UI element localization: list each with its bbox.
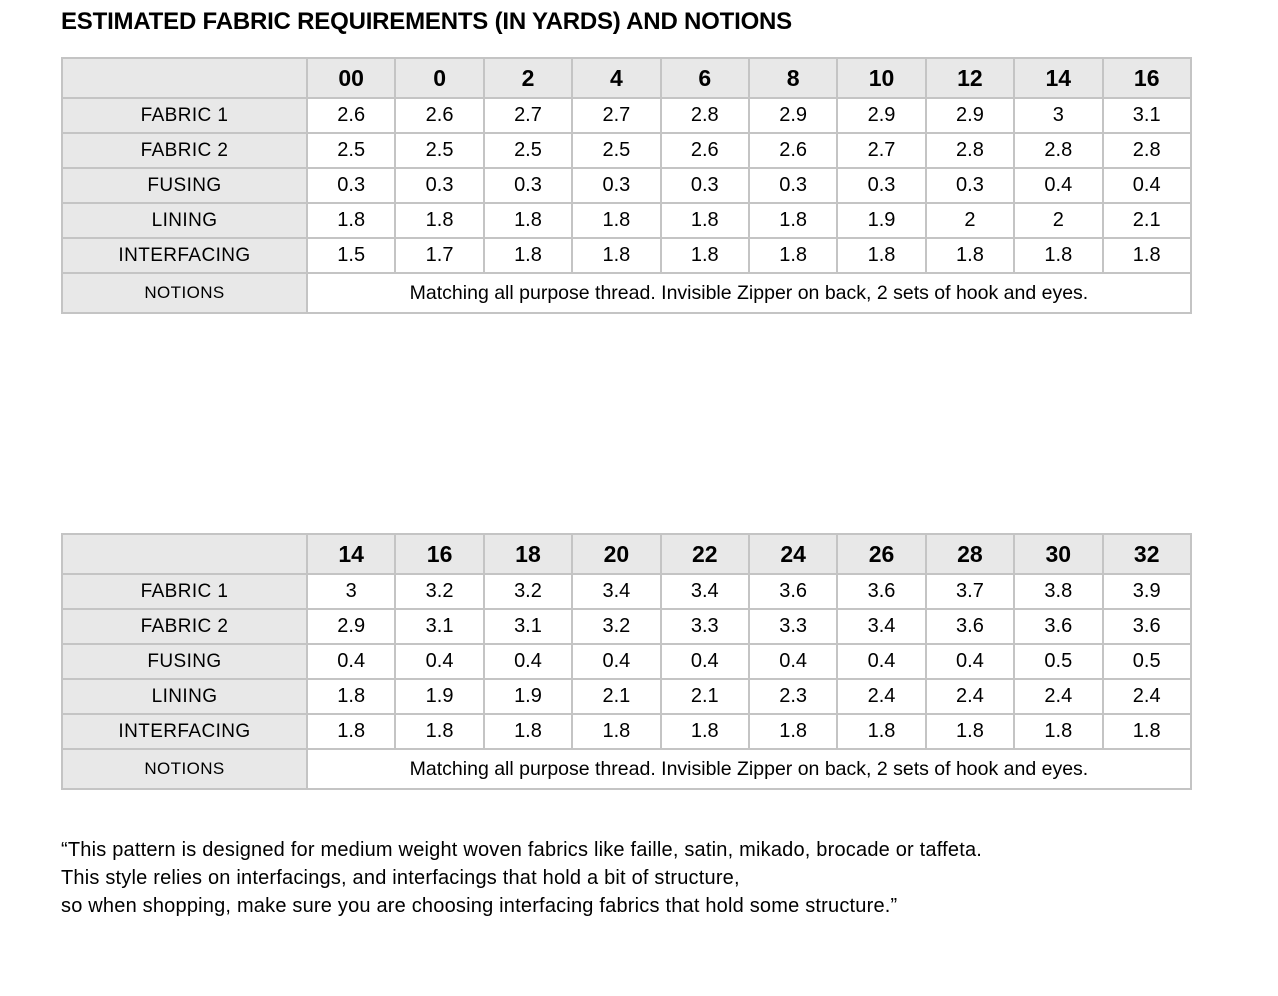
row-label: FABRIC 1 bbox=[62, 98, 307, 133]
yardage-cell: 3.4 bbox=[837, 609, 925, 644]
note-line: This style relies on interfacings, and interfacings that hold a bit of structure, bbox=[61, 867, 740, 889]
yardage-cell: 0.4 bbox=[395, 644, 483, 679]
yardage-cell: 2.1 bbox=[661, 679, 749, 714]
yardage-cell: 1.8 bbox=[395, 203, 483, 238]
row-label: FABRIC 2 bbox=[62, 133, 307, 168]
yardage-cell: 1.8 bbox=[661, 203, 749, 238]
size-header: 18 bbox=[484, 534, 572, 574]
header-corner-cell bbox=[62, 534, 307, 574]
yardage-cell: 2 bbox=[1014, 203, 1102, 238]
yardage-cell: 1.8 bbox=[572, 203, 660, 238]
yardage-cell: 3.3 bbox=[749, 609, 837, 644]
size-header: 26 bbox=[837, 534, 925, 574]
table-row bbox=[62, 609, 1191, 644]
table-row bbox=[62, 679, 1191, 714]
row-label: FUSING bbox=[62, 168, 307, 203]
yardage-cell: 3.2 bbox=[572, 609, 660, 644]
yardage-cell: 3 bbox=[1014, 98, 1102, 133]
table-row bbox=[62, 133, 1191, 168]
size-header: 32 bbox=[1103, 534, 1191, 574]
table-row bbox=[62, 714, 1191, 749]
yardage-cell: 1.9 bbox=[837, 203, 925, 238]
yardage-cell: 3.2 bbox=[395, 574, 483, 609]
yardage-cell: 3.6 bbox=[926, 609, 1014, 644]
notions-text: Matching all purpose thread. Invisible Zipper on back, 2 sets of hook and eyes. bbox=[307, 273, 1191, 313]
row-label: INTERFACING bbox=[62, 714, 307, 749]
yardage-cell: 0.4 bbox=[1014, 168, 1102, 203]
size-header: 10 bbox=[837, 58, 925, 98]
header-corner-cell bbox=[62, 58, 307, 98]
page-title: ESTIMATED FABRIC REQUIREMENTS (IN YARDS) AND NOTIONS bbox=[61, 8, 792, 35]
yardage-cell: 0.4 bbox=[484, 644, 572, 679]
size-header: 14 bbox=[307, 534, 395, 574]
yardage-cell: 2.9 bbox=[307, 609, 395, 644]
yardage-cell: 2.8 bbox=[926, 133, 1014, 168]
size-header: 28 bbox=[926, 534, 1014, 574]
fabric-note bbox=[61, 836, 982, 920]
yardage-cell: 1.5 bbox=[307, 238, 395, 273]
size-header-row bbox=[62, 58, 1191, 98]
yardage-cell: 2.5 bbox=[484, 133, 572, 168]
yardage-cell: 1.8 bbox=[484, 203, 572, 238]
size-header: 4 bbox=[572, 58, 660, 98]
yardage-cell: 0.5 bbox=[1014, 644, 1102, 679]
notions-label: NOTIONS bbox=[62, 273, 307, 313]
yardage-cell: 2.9 bbox=[749, 98, 837, 133]
yardage-cell: 0.4 bbox=[572, 644, 660, 679]
yardage-cell: 2.5 bbox=[572, 133, 660, 168]
notions-row bbox=[62, 749, 1191, 789]
yardage-cell: 2.1 bbox=[572, 679, 660, 714]
note-line: “This pattern is designed for medium weight woven fabrics like faille, satin, mikado, brocade or taffeta. bbox=[61, 839, 983, 861]
yardage-cell: 1.8 bbox=[926, 238, 1014, 273]
size-header: 0 bbox=[395, 58, 483, 98]
notions-row bbox=[62, 273, 1191, 313]
row-label: LINING bbox=[62, 203, 307, 238]
table-row bbox=[62, 644, 1191, 679]
row-label: LINING bbox=[62, 679, 307, 714]
fabric-table-large-sizes bbox=[61, 533, 1192, 790]
yardage-cell: 2.5 bbox=[307, 133, 395, 168]
yardage-cell: 3.1 bbox=[484, 609, 572, 644]
size-header: 14 bbox=[1014, 58, 1102, 98]
yardage-cell: 1.8 bbox=[837, 714, 925, 749]
yardage-cell: 1.8 bbox=[1103, 714, 1191, 749]
yardage-cell: 3.8 bbox=[1014, 574, 1102, 609]
yardage-cell: 1.8 bbox=[1014, 238, 1102, 273]
yardage-cell: 3.9 bbox=[1103, 574, 1191, 609]
size-header: 00 bbox=[307, 58, 395, 98]
row-label: INTERFACING bbox=[62, 238, 307, 273]
note-line: so when shopping, make sure you are choosing interfacing fabrics that hold some structure.” bbox=[61, 895, 898, 917]
yardage-cell: 2.7 bbox=[572, 98, 660, 133]
row-label: FUSING bbox=[62, 644, 307, 679]
yardage-cell: 3.6 bbox=[1014, 609, 1102, 644]
yardage-cell: 2.3 bbox=[749, 679, 837, 714]
yardage-cell: 2.6 bbox=[749, 133, 837, 168]
yardage-cell: 1.8 bbox=[1014, 714, 1102, 749]
yardage-cell: 1.8 bbox=[484, 238, 572, 273]
yardage-cell: 0.4 bbox=[661, 644, 749, 679]
yardage-cell: 2.9 bbox=[837, 98, 925, 133]
yardage-cell: 1.8 bbox=[837, 238, 925, 273]
yardage-cell: 0.4 bbox=[926, 644, 1014, 679]
size-header: 20 bbox=[572, 534, 660, 574]
yardage-cell: 2.8 bbox=[661, 98, 749, 133]
yardage-cell: 0.3 bbox=[395, 168, 483, 203]
yardage-cell: 2 bbox=[926, 203, 1014, 238]
yardage-cell: 1.8 bbox=[395, 714, 483, 749]
yardage-cell: 2.5 bbox=[395, 133, 483, 168]
yardage-cell: 3.2 bbox=[484, 574, 572, 609]
row-label: FABRIC 1 bbox=[62, 574, 307, 609]
size-header: 16 bbox=[395, 534, 483, 574]
yardage-cell: 1.9 bbox=[484, 679, 572, 714]
yardage-cell: 1.8 bbox=[749, 714, 837, 749]
yardage-cell: 3.3 bbox=[661, 609, 749, 644]
yardage-cell: 0.5 bbox=[1103, 644, 1191, 679]
yardage-cell: 2.6 bbox=[395, 98, 483, 133]
yardage-cell: 2.7 bbox=[484, 98, 572, 133]
yardage-cell: 2.1 bbox=[1103, 203, 1191, 238]
yardage-cell: 1.8 bbox=[661, 714, 749, 749]
size-header-row bbox=[62, 534, 1191, 574]
yardage-cell: 2.9 bbox=[926, 98, 1014, 133]
yardage-cell: 3.1 bbox=[1103, 98, 1191, 133]
table-row bbox=[62, 98, 1191, 133]
yardage-cell: 1.7 bbox=[395, 238, 483, 273]
yardage-cell: 2.4 bbox=[837, 679, 925, 714]
yardage-cell: 0.4 bbox=[307, 644, 395, 679]
yardage-cell: 0.3 bbox=[484, 168, 572, 203]
yardage-cell: 3 bbox=[307, 574, 395, 609]
table-row bbox=[62, 168, 1191, 203]
yardage-cell: 2.8 bbox=[1103, 133, 1191, 168]
yardage-cell: 3.4 bbox=[572, 574, 660, 609]
table-row bbox=[62, 203, 1191, 238]
yardage-cell: 0.4 bbox=[749, 644, 837, 679]
yardage-cell: 0.3 bbox=[661, 168, 749, 203]
yardage-cell: 1.8 bbox=[661, 238, 749, 273]
yardage-cell: 3.6 bbox=[1103, 609, 1191, 644]
yardage-cell: 3.6 bbox=[837, 574, 925, 609]
yardage-cell: 1.8 bbox=[572, 714, 660, 749]
size-header: 16 bbox=[1103, 58, 1191, 98]
yardage-cell: 1.8 bbox=[307, 679, 395, 714]
yardage-cell: 3.1 bbox=[395, 609, 483, 644]
yardage-cell: 1.8 bbox=[926, 714, 1014, 749]
size-header: 8 bbox=[749, 58, 837, 98]
yardage-cell: 1.8 bbox=[484, 714, 572, 749]
size-header: 22 bbox=[661, 534, 749, 574]
yardage-cell: 3.6 bbox=[749, 574, 837, 609]
yardage-cell: 0.3 bbox=[572, 168, 660, 203]
yardage-cell: 2.7 bbox=[837, 133, 925, 168]
table-row bbox=[62, 574, 1191, 609]
yardage-cell: 2.4 bbox=[1103, 679, 1191, 714]
size-header: 12 bbox=[926, 58, 1014, 98]
yardage-cell: 1.8 bbox=[307, 714, 395, 749]
yardage-cell: 1.8 bbox=[307, 203, 395, 238]
row-label: FABRIC 2 bbox=[62, 609, 307, 644]
yardage-cell: 1.8 bbox=[749, 203, 837, 238]
yardage-cell: 0.3 bbox=[749, 168, 837, 203]
notions-text: Matching all purpose thread. Invisible Zipper on back, 2 sets of hook and eyes. bbox=[307, 749, 1191, 789]
yardage-cell: 2.6 bbox=[661, 133, 749, 168]
size-header: 30 bbox=[1014, 534, 1102, 574]
yardage-cell: 1.9 bbox=[395, 679, 483, 714]
yardage-cell: 0.3 bbox=[307, 168, 395, 203]
yardage-cell: 0.3 bbox=[926, 168, 1014, 203]
yardage-cell: 0.3 bbox=[837, 168, 925, 203]
fabric-table-small-sizes bbox=[61, 57, 1192, 314]
notions-label: NOTIONS bbox=[62, 749, 307, 789]
yardage-cell: 2.8 bbox=[1014, 133, 1102, 168]
yardage-cell: 2.4 bbox=[926, 679, 1014, 714]
size-header: 2 bbox=[484, 58, 572, 98]
yardage-cell: 3.4 bbox=[661, 574, 749, 609]
yardage-cell: 3.7 bbox=[926, 574, 1014, 609]
yardage-cell: 1.8 bbox=[572, 238, 660, 273]
yardage-cell: 2.4 bbox=[1014, 679, 1102, 714]
yardage-cell: 0.4 bbox=[1103, 168, 1191, 203]
yardage-cell: 1.8 bbox=[1103, 238, 1191, 273]
size-header: 6 bbox=[661, 58, 749, 98]
yardage-cell: 0.4 bbox=[837, 644, 925, 679]
yardage-cell: 1.8 bbox=[749, 238, 837, 273]
size-header: 24 bbox=[749, 534, 837, 574]
yardage-cell: 2.6 bbox=[307, 98, 395, 133]
table-row bbox=[62, 238, 1191, 273]
